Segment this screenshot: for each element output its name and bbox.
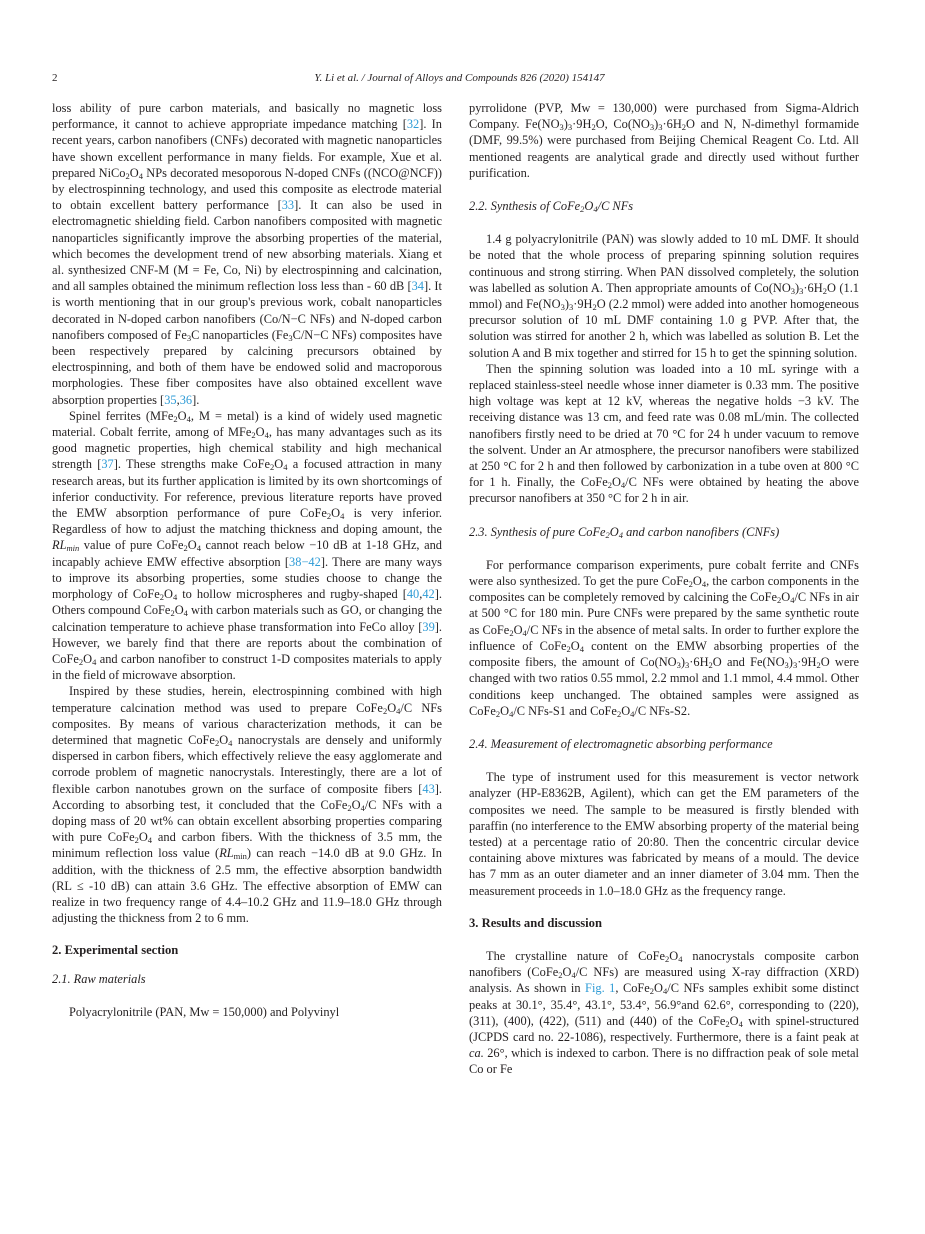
citation-link[interactable]: 37 <box>101 457 114 472</box>
section-heading: 2. Experimental section <box>52 943 179 958</box>
citation-link[interactable]: 39 <box>422 619 435 634</box>
subsection-heading: 2.3. Synthesis of pure $CoFe_2O_4$ and carbon nanofibers (CNFs) <box>469 524 780 540</box>
citation-link[interactable]: 34 <box>411 279 424 294</box>
citation-link[interactable]: 42 <box>422 587 435 602</box>
paragraph: 1.4 g polyacrylonitrile (PAN) was slowly added to 10 mL DMF. It should be noted that the whole process of preparing spinning solution requires continuous and strong stirring. When PAN dissolved completely, the solution was labelled as solution A. Then appropriate amounts of $Co(NO_3)_3\cdot 6H_2O$ (1.1 mmol) and $Fe(NO_3)_3\cdot 9H_2O$ (2.2 mmol) were added into another homogeneous precursor solution of 10 mL DMF containing 1.0 g PVP. After that, the solution was stirred for another 2 h, which was labelled as solution B. Let the solution A and B mix together and stirred for 15 h to get the spinning solution. <box>469 232 859 360</box>
page-number: 2 <box>52 72 58 84</box>
paragraph: The crystalline nature of $CoFe_2O_4$ nanocrystals composite carbon nanofibers ($CoFe_2O_4/C$ NFs) are measured using X-ray diffraction (XRD) analysis. As shown in Fig. 1, $CoFe_2O_4/C$ NFs samples exhibit some distinct peaks at 30.1°, 35.4°, 43.1°, 53.4°, 56.9°and 62.6°, corresponding to (220), (311), (400), (422), (511) and (440) of the $CoFe_2O_4$ with spinel-structured (JCPDS card no. 22-1086), respectively. Furthermore, there is a faint peak at ca. 26°, which is indexed to carbon. There is no diffraction peak of sole metal Co or Fe <box>469 948 860 1077</box>
paragraph: Inspired by these studies, herein, electrospinning combined with high temperature calcination method was used to prepare $CoFe_2O_4/C$ NFs composites. By means of various characterization methods, it can be determined that magnetic $CoFe_2O_4$ nanocrystals are densely and uniformly dispersed in carbon fibers, which effectively relieve the easy agglomerate and corrode problem of magnetic nanocrystals. Interestingly, there are a lot of flexible carbon nanotubes grown on the surface of composite fibers [43]. According to absorbing test, it concluded that the $CoFe_2O_4/C$ NFs with a doping mass of 20 wt% can obtain excellent absorbing properties comparing with pure $CoFe_2O_4$ and carbon fibers. With the thickness of 3.5 mm, the minimum reflection loss value $(RL_{min})$ can reach −14.0 dB at 9.0 GHz. In addition, with the thickness of 2.5 mm, the effective absorption bandwidth (RL ≤ -10 dB) can attain 3.6 GHz. The effective absorption of EMW can realize in two frequency range of 4.4–10.2 GHz and 11.9–18.0 GHz through adjusting the thickness from 2 to 6 mm. <box>52 684 443 926</box>
citation-link[interactable]: 36 <box>179 392 193 407</box>
citation-link[interactable]: 40 <box>406 587 420 602</box>
paragraph: pyrrolidone (PVP, Mw = 130,000) were purchased from Sigma-Aldrich Company. $Fe(NO_3)_3\cdot 9H_2O$, $Co(NO_3)_3\cdot 6H_2O$ and N, N-dimethyl formamide (DMF, 99.5%) were purchased from Beijing Chemical Reagent Co. Ltd. All mentioned reagents are analytical grade and directly used without further purification. <box>469 101 859 180</box>
section-heading: 3. Results and discussion <box>469 915 602 930</box>
paragraph: Polyacrylonitrile (PAN, Mw = 150,000) and Polyvinyl <box>69 1004 340 1019</box>
running-title: Y. Li et al. / Journal of Alloys and Compounds 826 (2020) 154147 <box>314 72 605 84</box>
subsection-heading: 2.4. Measurement of electromagnetic absorbing performance <box>469 736 773 751</box>
right-column <box>469 100 859 1078</box>
citation-link[interactable]: 38−42 <box>289 554 321 569</box>
paragraph: loss ability of pure carbon materials, and basically no magnetic loss performance, it cannot to achieve appropriate impedance matching [32]. In recent years, carbon nanofibers (CNFs) decorated with magnetic nanoparticles have shown excellent performance in many fields. For example, Xue et al. prepared $NiCo_2O_4$ NPs decorated mesoporous N-doped CNFs ((NCO@NCF)) by electrospinning technology, and used this composite as electrode material to obtain excellent battery performance [33]. It can also be used in electromagnetic shielding field. Carbon nanofibers composited with magnetic nanoparticles significantly improve the absorbing properties of the material, which becomes the development trend of new absorbing materials. Xiang et al. synthesized CNF-M (M = Fe, Co, Ni) by electrospinning and calcination, and all samples obtained the minimum reflection loss less than - 60 dB [34]. It is worth mentioning that in our group's previous work, cobalt nanoparticles decorated in N-doped carbon nanofibers (Co/N−C NFs) and N-doped carbon nanofibers composed of $Fe_3C$ nanoparticles ($Fe_3C/N-C$ NFs) composites have been respectively prepared by calcining precursors obtained by electrospinning, and both of them have be endowed solid and macroporous morphologies. These fiber composites have also obtained excellent wave absorption properties [35,36]. <box>52 101 443 407</box>
paragraph: The type of instrument used for this measurement is vector network analyzer (HP-E8362B, Agilent), which can get the EM parameters of the composites we need. The sample to be measured is firstly blended with paraffin (no interference to the EMW absorbing property of the material being tested) at a percentage ratio of 20:80. Then the concentric circular device containing above mixtures was fabricated by means of a mould. The device has 7 mm as an outer diameter and an inner diameter of 3.04 mm. Then the measurement proceeds in 1.0–18.0 GHz as the frequency range. <box>469 770 859 898</box>
citation-link[interactable]: 35 <box>164 392 177 407</box>
paragraph: Spinel ferrites ($MFe_2O_4$, M = metal) is a kind of widely used magnetic material. Cobalt ferrite, among of $MFe_2O_4$, has many advantages such as its good magnetic properties, high chemical stability and high mechanical strength [37]. These strengths make $CoFe_2O_4$ a focused attraction in many research areas, but its further application is limited by its own shortcomings of inferior conductivity. For reference, previous literature reports have proved the EMW absorption performance of pure $CoFe_2O_4$ is very inferior. Regardless of how to adjust the matching thickness and doping amount, the $RL_{min}$ value of pure $CoFe_2O_4$ cannot reach below −10 dB at 1-18 GHz, and incapably achieve EMW effective absorption [38−42]. There are many ways to improve its absorbing properties, some studies choose to change the morphology of $CoFe_2O_4$ to hollow microspheres and rugby-shaped [40,42]. Others compound $CoFe_2O_4$ with carbon materials such as GO, or changing the calcination temperature to achieve phase transformation into FeCo alloy [39]. However, we barely find that there are reports about the combination of $CoFe_2O_4$ and carbon nanofiber to construct 1-D composites materials to apply in the field of microwave absorption. <box>52 408 443 683</box>
subsection-heading: 2.2. Synthesis of $CoFe_2O_4/C$ NFs <box>469 199 634 215</box>
citation-link[interactable]: 32 <box>406 117 420 132</box>
paragraph: Then the spinning solution was loaded into a 10 mL syringe with a replaced stainless-steel needle whose inner diameter is 0.33 mm. The positive high voltage was kept at 12 kV, whereas the negative holds −3 kV. The receiving distance was 13 cm, and feed rate was 0.08 mL/min. The collected nanofibers firstly need to be dried at 70 °C for 24 h under vacuum to remove the solvent. Under an Ar atmosphere, the precursor nanofibers were stabilized at 250 °C for 2 h and then followed by carbonization in a tube oven at 800 °C for 1 h. Finally, the $CoFe_2O_4/C$ NFs were obtained by heating the above precursor nanofibers at 350 °C for 2 h in air. <box>469 361 859 506</box>
subsection-heading: 2.1. Raw materials <box>52 971 146 986</box>
citation-link[interactable]: 43 <box>422 781 435 796</box>
paragraph: For performance comparison experiments, pure cobalt ferrite and CNFs were also synthesized. To get the pure $CoFe_2O_4$, the carbon components in the composites can be completely removed by calcining the $CoFe_2O_4/C$ NFs in air at 500 °C for 180 min. Pure CNFs were prepared by the same synthetic route as $CoFe_2O_4/C$ NFs in the absence of metal salts. In order to further explore the influence of $CoFe_2O_4$ content on the EMW absorbing properties of the composite fibers, the amount of $Co(NO_3)_3\cdot 6H_2O$ and $Fe(NO_3)_3\cdot 9H_2O$ were changed with two ratios 0.55 mmol, 2.2 mmol and 1.1 mmol, 4.4 mmol. Other conditions keep unchanged. The obtained samples were assigned as $CoFe_2O_4/C$ NFs-S1 and $CoFe_2O_4/C$ NFs-S2. <box>469 557 859 719</box>
figure-link[interactable]: Fig. 1 <box>585 981 616 996</box>
left-column <box>52 100 442 1020</box>
citation-link[interactable]: 33 <box>281 198 295 213</box>
page-header <box>52 72 867 88</box>
